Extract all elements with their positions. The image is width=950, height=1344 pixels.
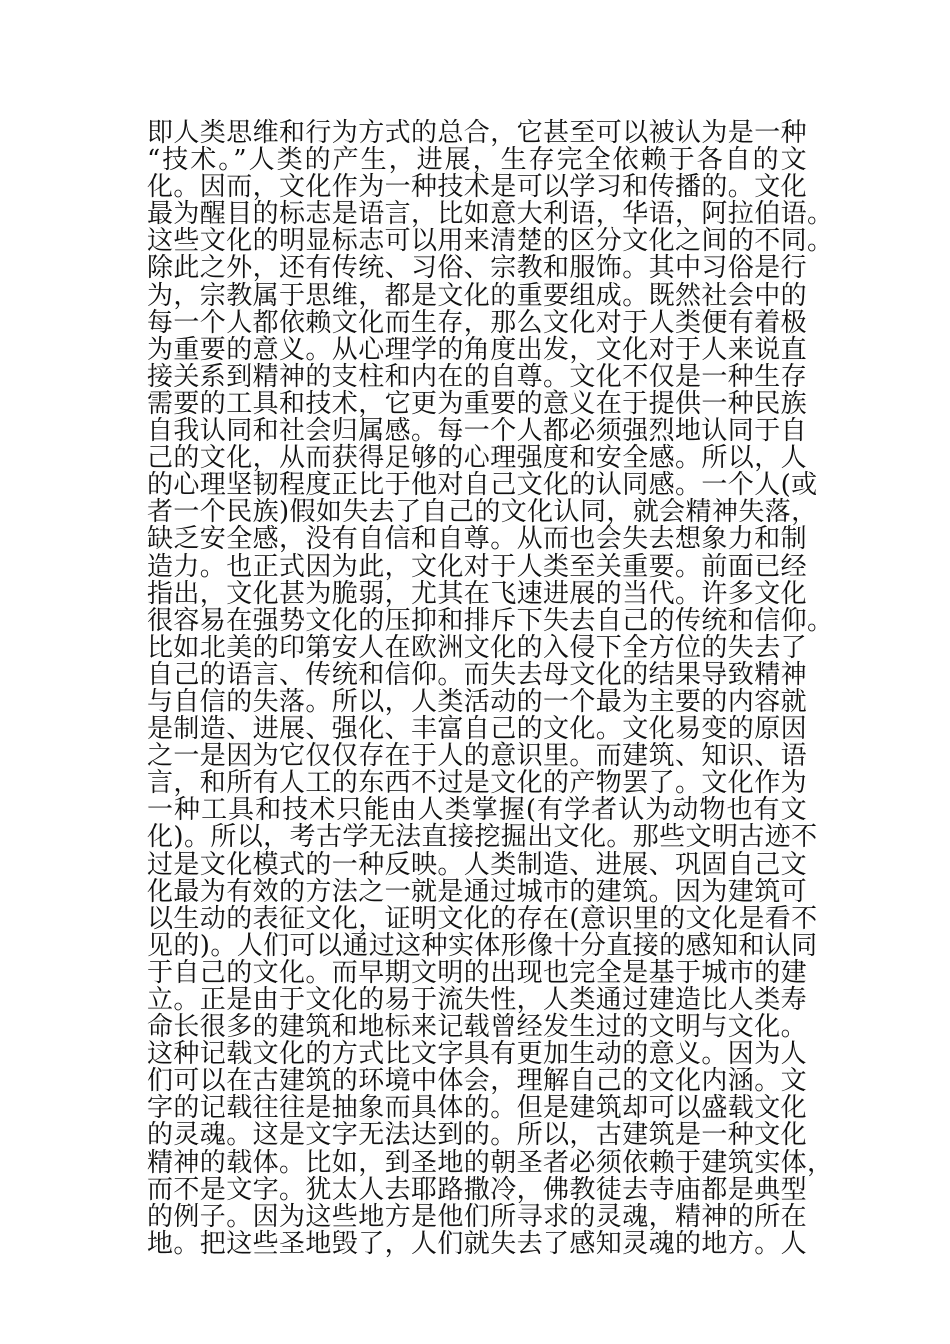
- text-line: 化)。所以，考古学无法直接挖掘出文化。那些文明古迹不: [147, 822, 818, 853]
- text-line: 者一个民族)假如失去了自己的文化认同，就会精神失落，: [147, 497, 818, 528]
- text-line: 自我认同和社会归属感。每一个人都必须强烈地认同于自: [147, 416, 808, 447]
- text-line: 除此之外，还有传统、习俗、宗教和服饰。其中习俗是行: [147, 253, 808, 284]
- text-line: 缺乏安全感，没有自信和自尊。从而也会失去想象力和制: [147, 524, 808, 555]
- text-line: 接关系到精神的支柱和内在的自尊。文化不仅是一种生存: [147, 361, 808, 392]
- text-line: 是制造、进展、强化、丰富自己的文化。文化易变的原因: [147, 714, 808, 745]
- text-line: 的心理坚韧程度正比于他对自己文化的认同感。一个人(或: [147, 470, 818, 501]
- text-line: 即人类思维和行为方式的总合，它甚至可以被认为是一种: [147, 118, 808, 148]
- text-line: 自己的语言、传统和信仰。而失去母文化的结果导致精神: [147, 659, 808, 690]
- text-line: 见的)。人们可以通过这种实体形像十分直接的感知和认同: [147, 930, 818, 961]
- text-line: 地。把这些圣地毁了，人们就失去了感知灵魂的地方。人: [147, 1228, 808, 1259]
- text-line: 很容易在强势文化的压抑和排斥下失去自己的传统和信仰。: [147, 605, 834, 636]
- text-line: 这些文化的明显标志可以用来清楚的区分文化之间的不同。: [147, 226, 834, 257]
- text-line: 立。正是由于文化的易于流失性，人类通过建造比人类寿: [147, 985, 808, 1015]
- text-line: 字的记载往往是抽象而具体的。但是建筑却可以盛载文化: [147, 1093, 808, 1124]
- text-line: 的例子。因为这些地方是他们所寻求的灵魂，精神的所在: [147, 1201, 808, 1232]
- text-line: 化最为有效的方法之一就是通过城市的建筑。因为建筑可: [147, 876, 808, 907]
- text-line: 指出，文化甚为脆弱，尤其在飞速进展的当代。许多文化: [147, 578, 808, 609]
- text-line: 精神的载体。比如，到圣地的朝圣者必须依赖于建筑实体，: [147, 1147, 834, 1178]
- text-line: 为，宗教属于思维，都是文化的重要组成。既然社会中的: [147, 280, 808, 311]
- text-line: 这种记载文化的方式比文字具有更加生动的意义。因为人: [147, 1039, 808, 1070]
- text-line: 每一个人都依赖文化而生存，那么文化对于人类便有着极: [147, 307, 808, 338]
- text-line: 而不是文字。犹太人去耶路撒冷，佛教徒去寺庙都是典型: [147, 1174, 808, 1205]
- text-line: 命长很多的建筑和地标来记载曾经发生过的文明与文化。: [147, 1012, 808, 1043]
- text-line: 的灵魂。这是文字无法达到的。所以，古建筑是一种文化: [147, 1120, 808, 1151]
- text-line: 造力。也正式因为此，文化对于人类至关重要。前面已经: [147, 551, 808, 582]
- text-line: 过是文化模式的一种反映。人类制造、进展、巩固自己文: [147, 849, 808, 880]
- text-line: 之一是因为它仅仅存在于人的意识里。而建筑、知识、语: [147, 741, 808, 772]
- text-line: 一种工具和技术只能由人类掌握(有学者认为动物也有文: [147, 795, 807, 826]
- text-line: 最为醒目的标志是语言，比如意大利语，华语，阿拉伯语。: [147, 199, 834, 230]
- text-line: 化。因而，文化作为一种技术是可以学习和传播的。文化: [147, 172, 808, 203]
- text-line: 与自信的失落。所以，人类活动的一个最为主要的内容就: [147, 686, 808, 717]
- text-line: 为重要的意义。从心理学的角度出发，文化对于人来说直: [147, 334, 808, 365]
- text-line: 以生动的表征文化，证明文化的存在(意识里的文化是看不: [147, 903, 818, 934]
- text-line: 比如北美的印第安人在欧洲文化的入侵下全方位的失去了: [147, 632, 808, 663]
- text-line: 于自己的文化。而早期文明的出现也完全是基于城市的建: [147, 957, 808, 988]
- text-line: 言，和所有人工的东西不过是文化的产物罢了。文化作为: [147, 768, 808, 799]
- text-line: 己的文化，从而获得足够的心理强度和安全感。所以，人: [147, 443, 808, 474]
- body-text: [147, 118, 834, 1259]
- text-line: 需要的工具和技术，它更为重要的意义在于提供一种民族: [147, 388, 808, 419]
- text-line: 们可以在古建筑的环境中体会，理解自己的文化内涵。文: [147, 1066, 808, 1097]
- text-line: “技术。”人类的产生，进展，生存完全依赖于各自的文: [147, 145, 807, 176]
